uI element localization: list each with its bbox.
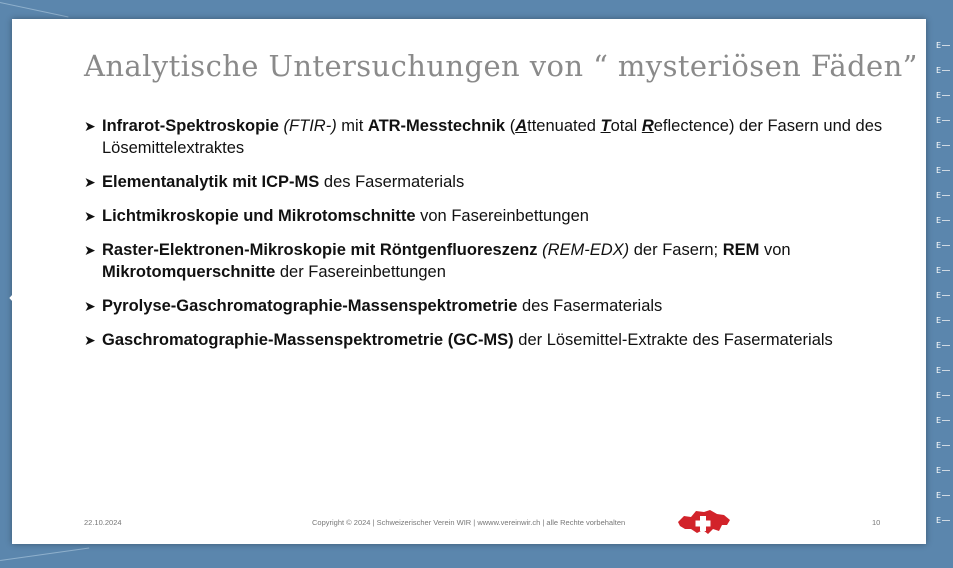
slide-thumbnail[interactable] [936,515,953,540]
slide-thumbnail[interactable] [936,490,953,515]
bullet-item [84,171,914,193]
bullet-arrow-icon: ➤ [84,118,96,134]
slide-number: 10 [872,518,881,527]
bullet-text: T [600,117,611,135]
thumbnail-label: E [936,491,942,500]
bullet-text: Lichtmikroskopie und Mikrotomschnitte [102,207,416,225]
slide-thumbnail[interactable] [936,215,953,240]
bullet-arrow-icon: ➤ [84,332,96,348]
thumbnail-label: E [936,516,942,525]
thumbnail-line [942,70,950,71]
bullet-item [84,115,914,159]
bullet-item [84,329,914,351]
bullet-item [84,295,914,317]
thumbnail-label: E [936,241,942,250]
thumbnail-line [942,370,950,371]
thumbnail-label: E [936,166,942,175]
bullet-arrow-icon: ➤ [84,298,96,314]
thumbnail-line [942,470,950,471]
slide-thumbnail[interactable] [936,115,953,140]
bullet-arrow-icon: ➤ [84,208,96,224]
thumbnail-line [942,395,950,396]
bullet-text: ( [505,117,516,135]
slide-thumbnail[interactable] [936,265,953,290]
thumbnail-line [942,220,950,221]
bullet-text: A [515,117,528,135]
thumbnail-label: E [936,391,942,400]
bullet-text: von [759,241,791,259]
thumbnail-label: E [936,266,942,275]
bullet-text: mit [336,117,368,135]
thumbnail-line [942,245,950,246]
thumbnail-label: E [936,341,942,350]
footer-date: 22.10.2024 [84,518,122,527]
bullet-text: Elementanalytik mit ICP-MS [102,173,320,191]
bullet-text: ATR-Messtechnik [367,117,506,135]
thumbnail-label: E [936,91,942,100]
swiss-map-logo [675,507,733,537]
thumbnail-strip [936,40,953,540]
thumbnail-label: E [936,191,942,200]
bullet-text: Mikrotomquerschnitte [102,263,276,281]
thumbnail-line [942,170,950,171]
slide-thumbnail[interactable] [936,290,953,315]
slide-title: Analytische Untersuchungen von “ mysteriösen Fäden” [84,49,918,83]
thumbnail-line [942,495,950,496]
bullet-text: Infrarot-Spektroskopie [102,117,279,135]
bullet-text: der Fasereinbettungen [275,263,446,281]
bullet-item [84,205,914,227]
bullet-item [84,239,914,283]
thumbnail-label: E [936,291,942,300]
slide-thumbnail[interactable] [936,140,953,165]
slide-thumbnail[interactable] [936,40,953,65]
bullet-text: von Fasereinbettungen [415,207,589,225]
bullet-text: R [641,117,654,135]
thumbnail-line [942,295,950,296]
bullet-text: ttenuated [527,117,601,135]
bullet-text: Gaschromatographie-Massenspektrometrie (GC-MS) [102,331,514,349]
thumbnail-line [942,270,950,271]
bullet-text: eflectence) der Fasern und des Lösemittelextraktes [102,117,883,157]
chevron-left-icon [6,283,28,313]
slide-thumbnail[interactable] [936,390,953,415]
thumbnail-label: E [936,66,942,75]
slide [12,19,926,544]
thumbnail-line [942,345,950,346]
thumbnail-label: E [936,141,942,150]
slide-thumbnail[interactable] [936,165,953,190]
bullet-arrow-icon: ➤ [84,242,96,258]
slide-thumbnail[interactable] [936,90,953,115]
slide-thumbnail[interactable] [936,240,953,265]
bullet-text: REM [722,241,760,259]
bullet-text: des Fasermaterials [319,173,465,191]
bullet-text: des Fasermaterials [517,297,663,315]
bullet-text: Pyrolyse-Gaschromatographie-Massenspektrometrie [102,297,518,315]
background-decoration [0,547,89,561]
thumbnail-line [942,445,950,446]
slide-thumbnail[interactable] [936,65,953,90]
footer-copyright: Copyright © 2024 | Schweizerischer Verein WIR | wwww.vereinwir.ch | alle Rechte vorbehalten [312,518,626,527]
thumbnail-label: E [936,116,942,125]
thumbnail-label: E [936,216,942,225]
bullet-text: otal [610,117,642,135]
thumbnail-label: E [936,41,942,50]
thumbnail-label: E [936,416,942,425]
thumbnail-line [942,45,950,46]
slide-thumbnail[interactable] [936,190,953,215]
thumbnail-line [942,320,950,321]
previous-slide-button[interactable] [6,283,28,313]
background-decoration [0,2,68,18]
thumbnail-line [942,120,950,121]
thumbnail-line [942,520,950,521]
bullet-text: (FTIR-) [283,117,337,135]
bullet-text: der Lösemittel-Extrakte des Fasermaterials [513,331,833,349]
thumbnail-label: E [936,466,942,475]
bullet-text: (REM-EDX) [542,241,630,259]
bullet-text: der Fasern; [629,241,723,259]
slide-thumbnail[interactable] [936,340,953,365]
bullet-arrow-icon: ➤ [84,174,96,190]
thumbnail-label: E [936,441,942,450]
slide-thumbnail[interactable] [936,415,953,440]
thumbnail-line [942,145,950,146]
slide-thumbnail[interactable] [936,365,953,390]
thumbnail-label: E [936,366,942,375]
thumbnail-line [942,420,950,421]
thumbnail-label: E [936,316,942,325]
thumbnail-line [942,195,950,196]
bullet-list [84,115,914,363]
slide-thumbnail[interactable] [936,440,953,465]
thumbnail-line [942,95,950,96]
slide-thumbnail[interactable] [936,465,953,490]
slide-thumbnail[interactable] [936,315,953,340]
bullet-text: Raster-Elektronen-Mikroskopie mit Röntgenfluoreszenz [102,241,538,259]
